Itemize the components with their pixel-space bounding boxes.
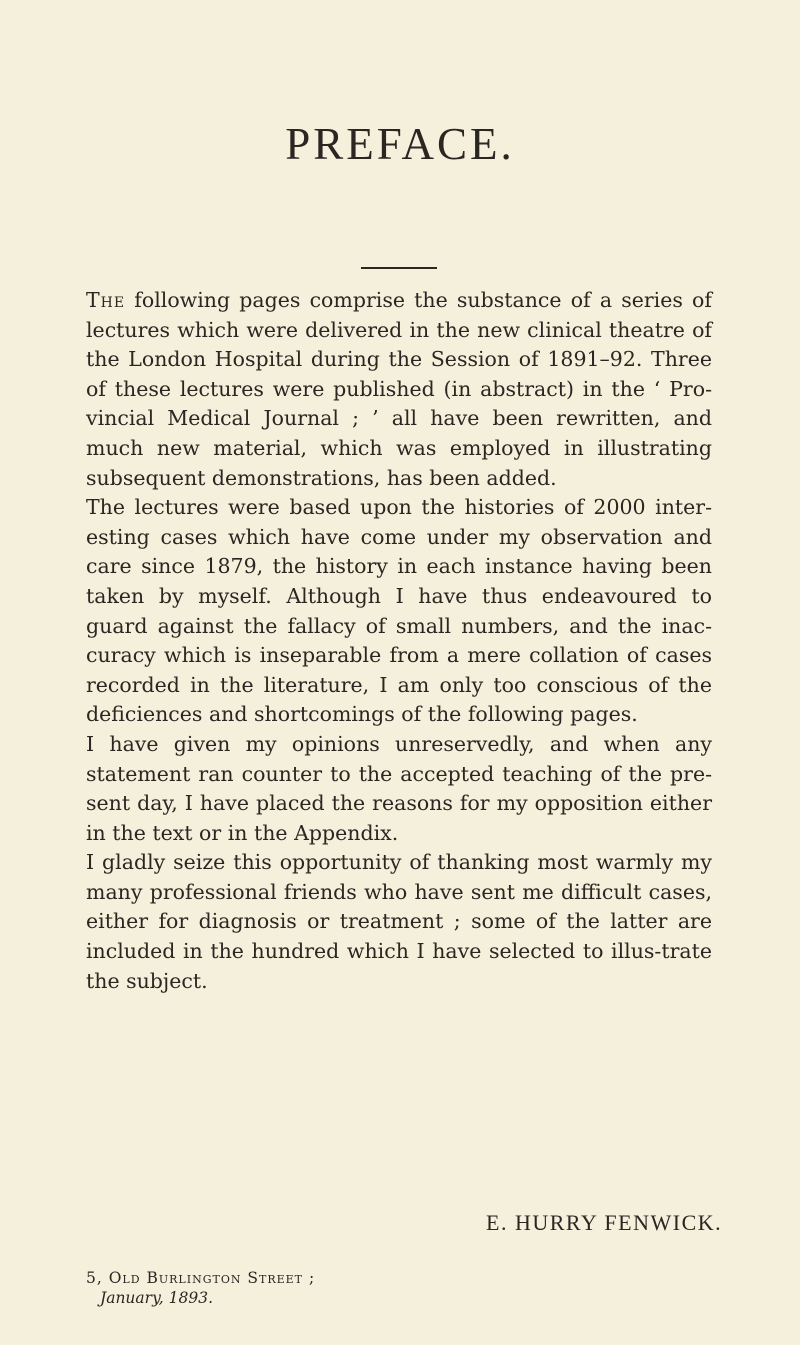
paragraph-4: I gladly seize this opportunity of thanking most warmly my many professional friends who have sent me difficult cases, either for diagnosis or treatment ; some of the latter are included in the hundred which I have selected to illus-trate the subject. <box>86 850 712 993</box>
address-date: January, 1893. <box>100 1289 213 1307</box>
preface-body <box>86 286 712 996</box>
paragraph-1-lead: The <box>86 288 126 312</box>
address-block <box>86 1268 315 1308</box>
address-street: 5, Old Burlington Street ; <box>86 1269 316 1287</box>
paragraph-2: The lectures were based upon the histories of 2000 inter-esting cases which have come under my observation and care since 1879, the history in each instance having been taken by myself. Although I have thus endeavoured to guard against the fallacy of small numbers, and the inac-curacy which is inseparable from a mere collation of cases recorded in the literature, I am only too conscious of the deficiences and shortcomings of the following pages. <box>86 495 712 727</box>
page-title: PREFACE. <box>285 119 515 169</box>
author-signature: E. HURRY FENWICK. <box>486 1210 723 1235</box>
paragraph-3: I have given my opinions unreservedly, and when any statement ran counter to the accepted teaching of the pre-sent day, I have placed the reasons for my opposition either in the text or in the Appendix. <box>86 731 712 845</box>
title-divider <box>361 267 437 269</box>
paragraph-1 <box>86 286 712 493</box>
paragraph-1-text: following pages comprise the substance of a series of lectures which were delivered in the new clinical theatre of the London Hospital during the Session of 1891–92. Three of these lectures were published (in abstract) in the ‘ Pro-vincial Medical Journal ; ’ all have been rewritten, and much new material, which was employed in illustrating subsequent demonstrations, has been added. <box>86 288 712 490</box>
